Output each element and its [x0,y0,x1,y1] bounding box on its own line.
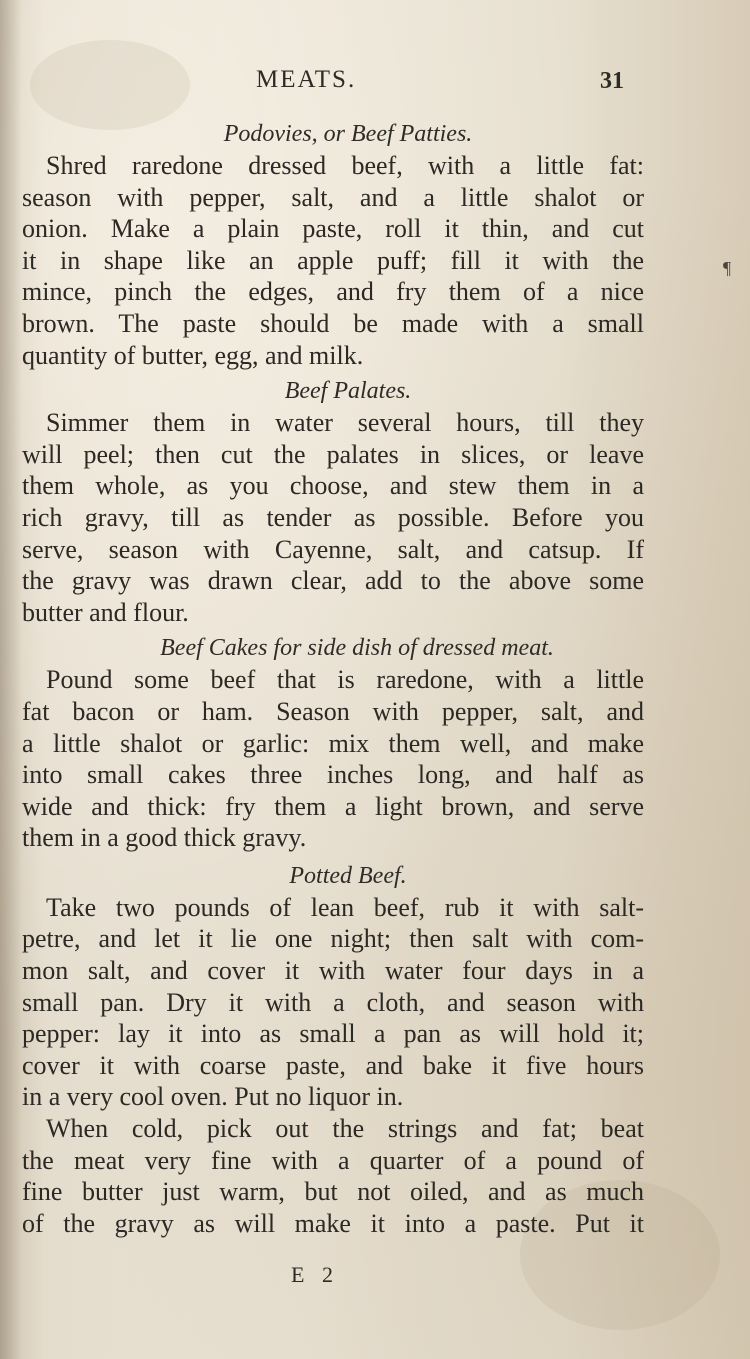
text-line: the gravy was drawn clear, add to the above some [22,566,644,596]
text-line: small pan. Dry it with a cloth, and season with [22,987,644,1017]
page-number: 31 [600,68,624,94]
text-line: serve, season with Cayenne, salt, and catsup. If [22,534,644,564]
text-line: will peel; then cut the palates in slices, or leave [22,439,644,469]
text-line: wide and thick: fry them a light brown, and serve [22,791,644,821]
text-line: it in shape like an apple puff; fill it with the [22,245,644,275]
text-line: Simmer them in water several hours, till they [46,408,644,438]
text-line: into small cakes three inches long, and half as [22,760,644,790]
text-block [22,118,644,1239]
recipe-heading: Podovies, or Beef Patties. [223,121,473,147]
text-line: fine butter just warm, but not oiled, and as much [22,1177,644,1207]
recipe-heading: Beef Palates. [284,378,412,405]
text-line: butter and flour. [22,597,189,627]
text-line: brown. The paste should be made with a small [22,308,644,338]
text-line: mon salt, and cover it with water four days in a [22,956,644,986]
text-line: in a very cool oven. Put no liquor in. [22,1082,404,1112]
text-line: the meat very fine with a quarter of a pound of [22,1145,644,1175]
text-line: quantity of butter, egg, and milk. [22,340,364,370]
spine-shadow [0,0,22,1359]
text-line: When cold, pick out the strings and fat; beat [46,1114,644,1144]
recipe-section [22,118,644,371]
text-line: of the gravy as will make it into a paste. Put it [22,1208,644,1238]
signature-mark: E 2 [291,1262,339,1287]
text-line: onion. Make a plain paste, roll it thin, and cut [22,214,644,244]
text-line: fat bacon or ham. Season with pepper, salt, and [22,696,644,726]
text-line: Pound some beef that is raredone, with a little [46,665,644,695]
recipe-section [22,375,644,628]
text-line: petre, and let it lie one night; then salt with com- [22,924,644,954]
text-line: them whole, as you choose, and stew them in a [22,471,644,501]
text-line: Shred raredone dressed beef, with a little fat: [46,151,644,180]
recipe-section [22,632,644,854]
text-line: them in a good thick gravy. [22,823,307,853]
recipe-heading: Beef Cakes for side dish of dressed meat. [160,635,554,662]
text-line: cover it with coarse paste, and bake it five hours [22,1050,644,1080]
recipe-heading: Potted Beef. [289,862,407,889]
text-line: rich gravy, till as tender as possible. Before you [22,502,644,532]
recipe-section [22,860,644,1240]
text-line: season with pepper, salt, and a little shalot or [22,182,644,212]
margin-mark: ¶ [723,258,732,278]
signature-mark-row [0,1262,750,1288]
running-head [0,62,750,102]
text-line: a little shalot or garlic: mix them well, and make [22,728,644,758]
text-line: pepper: lay it into as small a pan as will hold it; [22,1019,644,1049]
running-title: MEATS. [256,66,357,93]
text-line: Take two pounds of lean beef, rub it with salt- [46,892,644,922]
text-line: mince, pinch the edges, and fry them of a nice [22,277,644,307]
